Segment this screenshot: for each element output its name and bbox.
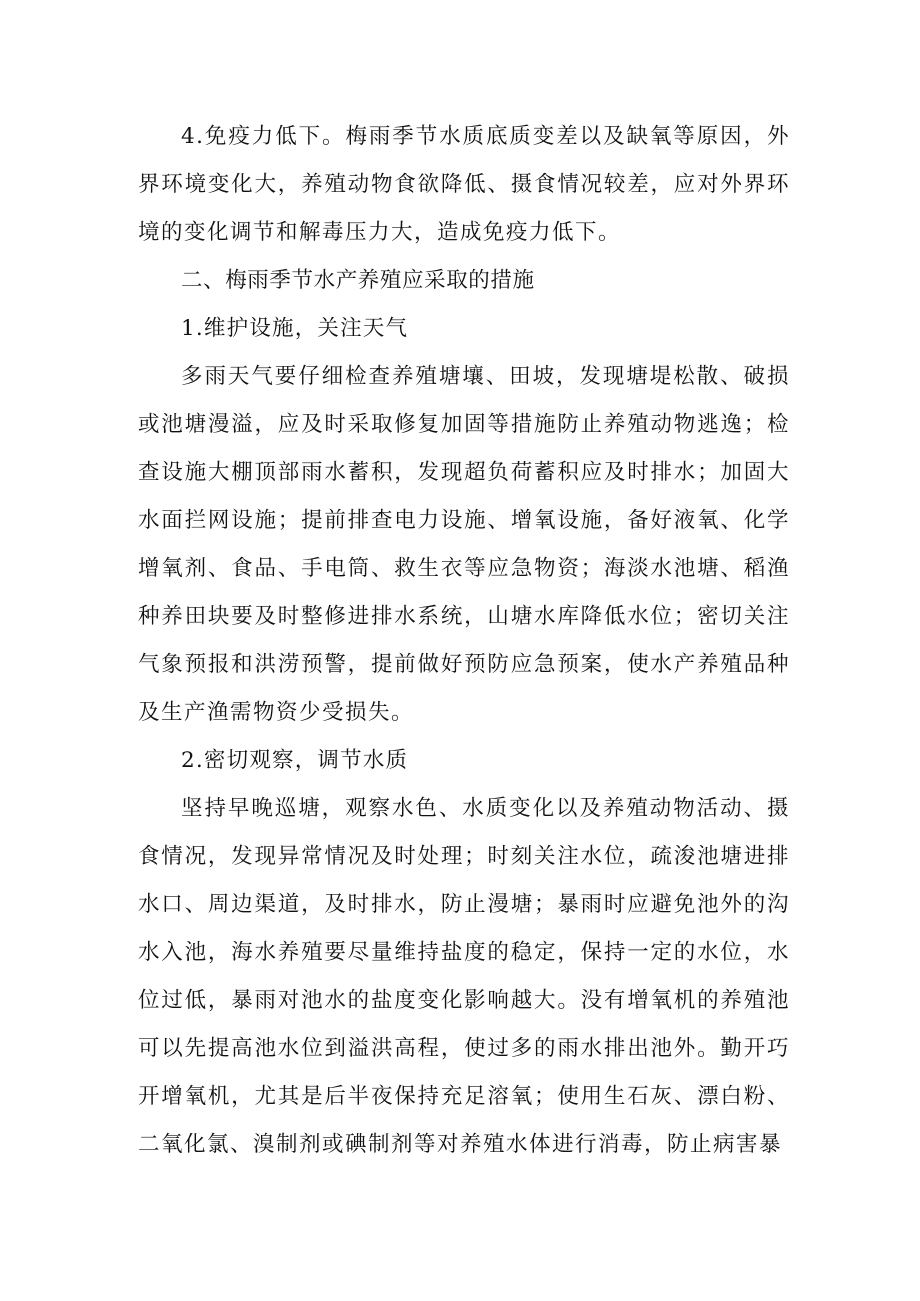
section-heading-measures: 二、梅雨季节水产养殖应采取的措施 [181,268,535,293]
paragraph-observe-water-quality: 坚持早晚巡塘，观察水色、水质变化以及养殖动物活动、摄食情况，发现异常情况及时处理；时刻关注水位，疏浚池塘进排水口、周边渠道，及时排水，防止漫塘；暴雨时应避免池外的沟水入池，海水养殖要尽量维持盐度的稳定，保持一定的水位，水位过低，暴雨对池水的盐度变化影响越大。没有增氧机的养殖池可以先提高池水位到溢洪高程，使过多的雨水排出池外。勤开巧开增氧机，尤其是后半夜保持充足溶氧；使用生石灰、漂白粉、二氧化氯、溴制剂或碘制剂等对养殖水体进行消毒，防止病害暴 [138,796,790,1157]
paragraph-immunity: 4.免疫力低下。梅雨季节水质底质变差以及缺氧等原因，外界环境变化大，养殖动物食欲降低、摄食情况较差，应对外界环境的变化调节和解毒压力大，造成免疫力低下。 [138,124,790,245]
subheading-observe-water-quality: 2.密切观察，调节水质 [181,748,409,773]
paragraph-maintain-facilities: 多雨天气要仔细检查养殖塘壤、田坡，发现塘堤松散、破损或池塘漫溢，应及时采取修复加固等措施防止养殖动物逃逸；检查设施大棚顶部雨水蓄积，发现超负荷蓄积应及时排水；加固大水面拦网设施；提前排查电力设施、增氧设施，备好液氧、化学增氧剂、食品、手电筒、救生衣等应急物资；海淡水池塘、稻渔种养田块要及时整修进排水系统，山塘水库降低水位；密切关注气象预报和洪涝预警，提前做好预防应急预案，使水产养殖品种及生产渔需物资少受损失。 [138,364,790,725]
subheading-maintain-facilities: 1.维护设施，关注天气 [181,316,409,341]
